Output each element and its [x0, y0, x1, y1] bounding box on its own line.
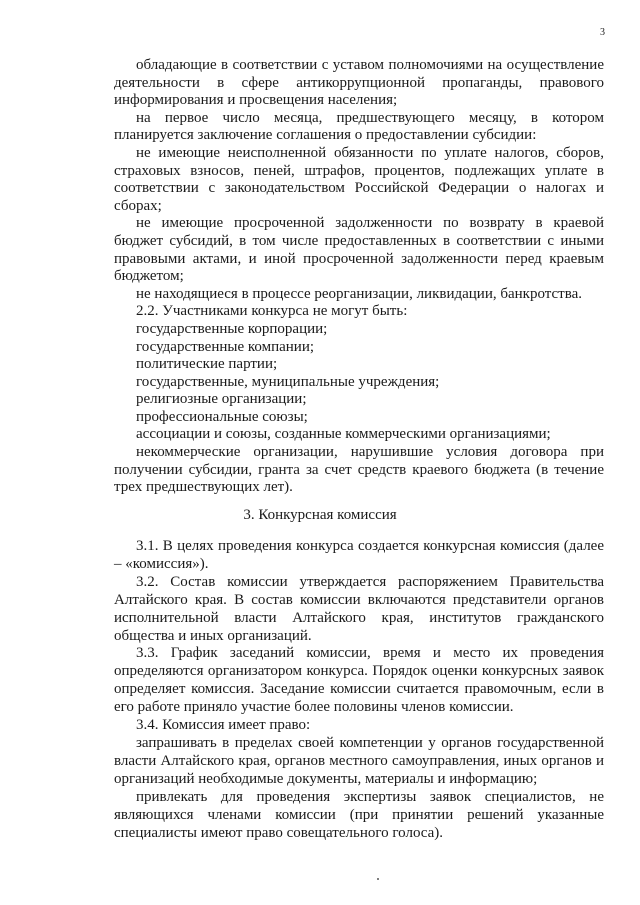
paragraph: привлекать для проведения экспертизы заявок специалистов, не являющихся членами комиссии (при принятии решений указанные специалисты имеют право совещательного голоса). [114, 788, 604, 841]
paragraph: запрашивать в пределах своей компетенции у органов государственной власти Алтайского края, органов местного самоуправления, иных органов и организаций необходимые документы, материалы и информацию; [114, 734, 604, 787]
page-number: 3 [600, 27, 605, 38]
section-3-heading: 3. Конкурсная комиссия [243, 507, 397, 523]
paragraph: 3.3. График заседаний комиссии, время и место их проведения определяются организатором конкурса. Порядок оценки конкурсных заявок определяет комиссия. Заседание комиссии считается правомочным, если в его работе приняло участие более половины членов комиссии. [114, 645, 604, 716]
paragraph: 2.2. Участниками конкурса не могут быть: [136, 303, 408, 320]
paragraph: не имеющие неисполненной обязанности по уплате налогов, сборов, страховых взносов, пеней, штрафов, процентов, подлежащих уплате в соответствии с законодательством Российской Федерации о налогах и сборах; [114, 144, 604, 214]
scan-speck [377, 878, 379, 880]
list-item: политические партии; [136, 356, 278, 373]
paragraph: 3.2. Состав комиссии утверждается распоряжением Правительства Алтайского края. В состав комиссии включаются представители органов исполнительной власти Алтайского края, институтов гражданского общества и иных организаций. [114, 573, 604, 644]
list-item: некоммерческие организации, нарушившие условия договора при получении субсидии, гранта за счет средств краевого бюджета (в течение трех предшествующих лет). [114, 444, 604, 496]
paragraph: на первое число месяца, предшествующего месяцу, в котором планируется заключение соглашения о предоставлении субсидии: [114, 109, 604, 144]
list-item: государственные, муниципальные учреждения; [136, 373, 440, 390]
list-item: государственные компании; [136, 338, 315, 355]
list-item: профессиональные союзы; [136, 408, 308, 425]
list-item: государственные корпорации; [136, 320, 328, 337]
section-3-body [114, 538, 604, 842]
paragraph: обладающие в соответствии с уставом полномочиями на осуществление деятельности в сфере антикоррупционной пропаганды, правового информирования и просвещения населения; [114, 57, 604, 109]
section-2-continuation [114, 57, 604, 497]
paragraph: не находящиеся в процессе реорганизации, ликвидации, банкротства. [136, 285, 583, 302]
paragraph: не имеющие просроченной задолженности по возврату в краевой бюджет субсидий, в том числе предоставленных в соответствии с иными правовыми актами, и иной просроченной задолженности перед краевым бюджетом; [114, 215, 604, 285]
paragraph: 3.1. В целях проведения конкурса создается конкурсная комиссия (далее – «комиссия»). [114, 538, 604, 572]
list-item: ассоциации и союзы, созданные коммерческими организациями; [136, 426, 551, 443]
paragraph: 3.4. Комиссия имеет право: [136, 717, 311, 734]
list-item: религиозные организации; [136, 391, 307, 408]
